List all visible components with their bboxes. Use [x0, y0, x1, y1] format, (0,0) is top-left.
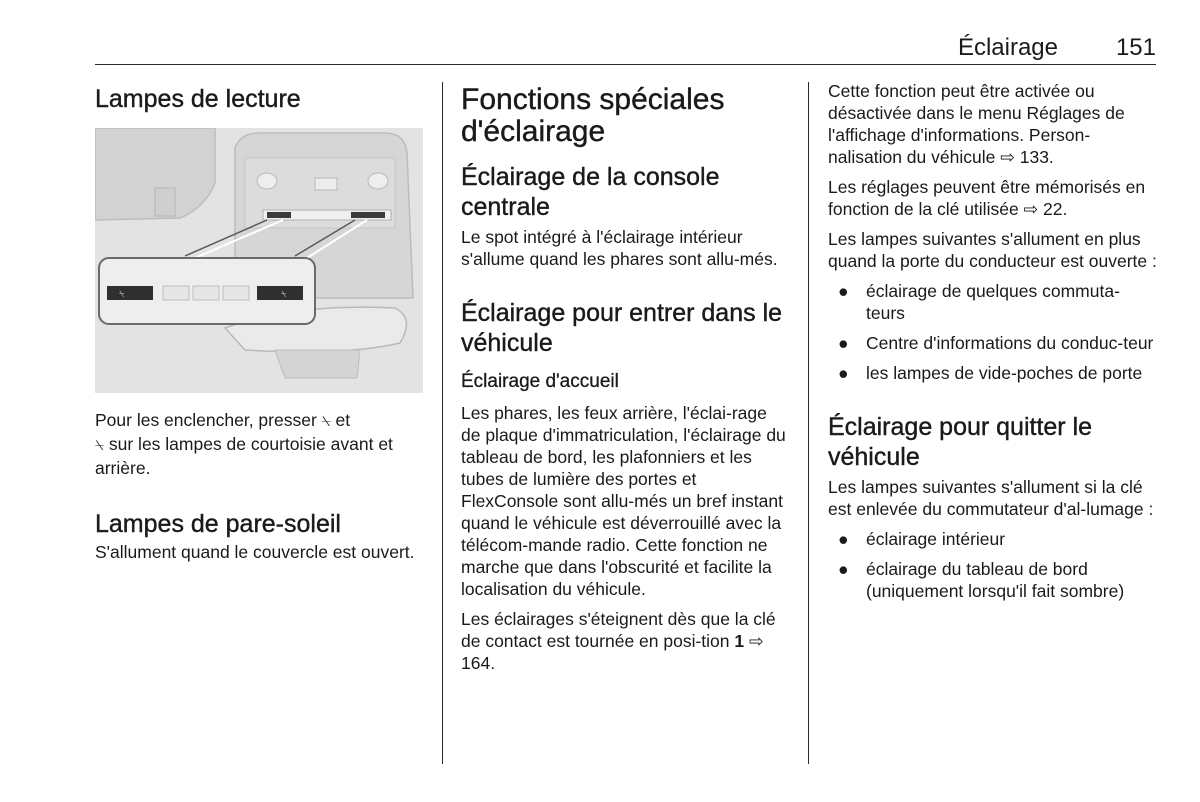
heading-reading-lamps: Lampes de lecture — [95, 85, 301, 113]
list-item: ● Centre d'informations du conduc-teur — [838, 333, 1154, 353]
activation-text: Cette fonction peut être activée ou désactivée dans le menu Réglages de l'affichage d'informations. Person-nalisation du véhicule ⇨ 133. — [828, 81, 1125, 167]
svg-text:⍀: ⍀ — [119, 290, 125, 300]
column-divider-2 — [808, 82, 809, 764]
list-item: ● éclairage intérieur — [838, 529, 1006, 549]
sun-visor-text: S'allument quand le couvercle est ouvert. — [95, 542, 415, 562]
list-item: ● éclairage du tableau de bord (uniquement lorsqu'il fait sombre) — [838, 559, 1125, 601]
heading-entry-lighting: Éclairage pour entrer dans le véhicule — [461, 299, 783, 357]
memory-text: Les réglages peuvent être mémorisés en fonction de la clé utilisée ⇨ 22. — [828, 177, 1146, 219]
list-item: ● les lampes de vide-poches de porte — [838, 363, 1143, 383]
welcome-lighting-text: Les phares, les feux arrière, l'éclai-rage de plaque d'immatriculation, l'éclairage du tableau de bord, les plafonniers et les tubes de lumière des portes et FlexConsole sont allu-més un bref instant quand le véhicule est déverrouillé avec la télécom-mande radio. Cette fonction ne marche que dans l'obscurité et facilite la localisation du véhicule. — [461, 403, 786, 599]
center-console-text: Le spot intégré à l'éclairage intérieur s'allume quand les phares sont allu-més. — [461, 227, 778, 269]
column-1 — [95, 80, 425, 571]
bullet-icon: ● — [838, 529, 849, 549]
reading-lamp-illustration — [95, 128, 423, 393]
svg-text:⍀: ⍀ — [281, 290, 287, 300]
driver-door-lamps-list — [828, 280, 1158, 384]
column-divider-1 — [442, 82, 443, 764]
front-reading-lamp-icon: ⍀ — [321, 413, 331, 430]
heading-special-lighting-functions: Fonctions spéciales d'éclairage — [461, 83, 725, 148]
bullet-icon: ● — [838, 281, 849, 301]
overhead-console-drawing — [95, 128, 423, 393]
rear-reading-lamp-icon: ⍀ — [95, 437, 105, 454]
reading-lamp-instructions: Pour les enclencher, presser ⍀ et ⍀ sur les lampes de courtoisie avant et arrière. — [95, 410, 393, 478]
column-2 — [461, 80, 791, 682]
header-rule — [95, 64, 1156, 65]
driver-door-text: Les lampes suivantes s'allument en plus quand la porte du conducteur est ouverte : — [828, 229, 1157, 271]
exit-lamps-list — [828, 528, 1158, 602]
exit-lighting-text: Les lampes suivantes s'allument si la clé est enlevée du commutateur d'al-lumage : — [828, 477, 1154, 519]
list-item: ● éclairage de quelques commuta-teurs — [838, 281, 1120, 323]
column-3 — [828, 80, 1158, 610]
heading-exit-lighting: Éclairage pour quitter le véhicule — [828, 413, 1093, 471]
bullet-icon: ● — [838, 333, 849, 353]
heading-welcome-lighting: Éclairage d'accueil — [461, 371, 619, 392]
heading-center-console-lighting: Éclairage de la console centrale — [461, 163, 720, 221]
page-number: 151 — [1115, 34, 1156, 61]
heading-sun-visor-lamps: Lampes de pare-soleil — [95, 510, 341, 538]
bullet-icon: ● — [838, 559, 849, 579]
bullet-icon: ● — [838, 363, 849, 383]
running-header-title: Éclairage — [957, 34, 1058, 61]
lights-off-text: Les éclairages s'éteignent dès que la clé de contact est tournée en posi-tion 1 ⇨ 164. — [461, 609, 776, 673]
